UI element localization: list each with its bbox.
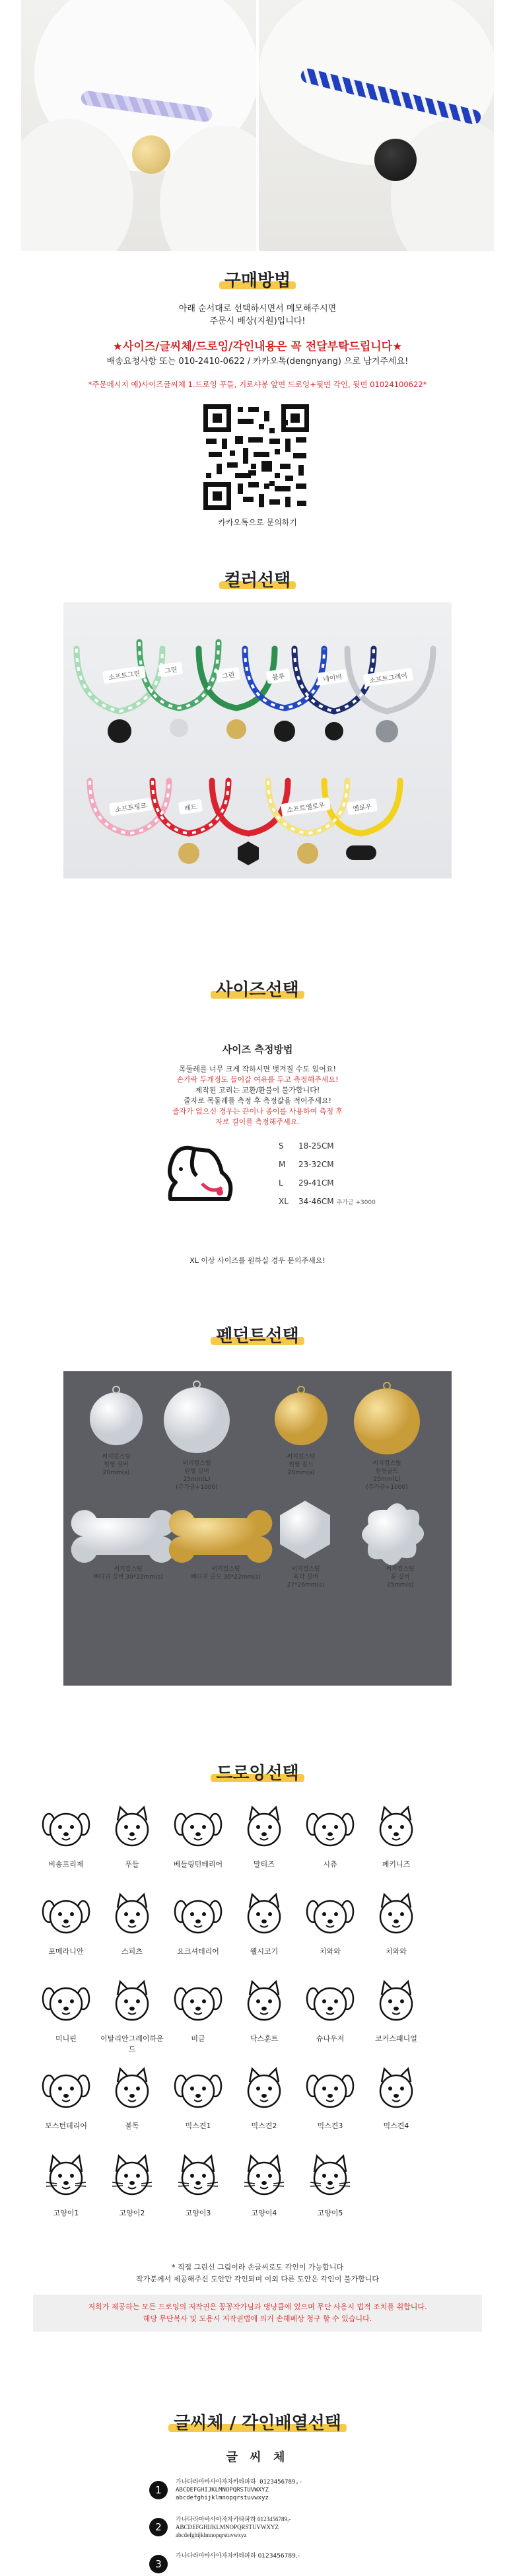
dog-drawing-icon [238, 1978, 291, 2029]
hero-photo-blue-collar [256, 0, 494, 251]
breed-label: 고양이4 [251, 2209, 277, 2217]
breed-option[interactable] [232, 1803, 296, 1882]
breed-label: 시츄 [323, 1860, 337, 1869]
section-title-how-to-order: 구매방법 [0, 267, 515, 291]
breed-label: 고양이3 [185, 2209, 211, 2217]
size-para5: 줄자가 없으신 경우는 끈이나 종이를 사용하여 측정 후 [172, 1107, 343, 1116]
breed-option[interactable] [100, 1978, 164, 2057]
breed-option[interactable] [166, 1978, 230, 2057]
breed-option[interactable] [232, 2152, 296, 2231]
breed-option[interactable] [364, 1890, 428, 1970]
breed-label: 웰시코기 [250, 1947, 279, 1956]
pendant-card-2[interactable]: 써지컬스틸 원형 골드 20mm(s) [287, 1454, 316, 1476]
dog-drawing-icon [106, 1890, 158, 1942]
breed-option[interactable] [166, 2152, 230, 2231]
size-para1: 목둘레를 너무 크게 작하시면 벗겨질 수도 있어요! [179, 1065, 336, 1073]
breed-label: 믹스견1 [185, 2122, 211, 2130]
order-highlight: ★사이즈/글씨체/드로잉/각인내용은 꼭 전달부탁드립니다★ [112, 340, 403, 353]
collar-lineup-illustration [63, 602, 452, 878]
breed-label: 미니핀 [55, 2034, 77, 2043]
collar-tag-5: 소프트그레이 [363, 668, 413, 687]
breed-option[interactable] [298, 1890, 362, 1970]
breed-label: 치와와 [320, 1947, 341, 1956]
dog-drawing-icon [172, 1890, 224, 1942]
section-title-pendant: 펜던트선택 [0, 1322, 515, 1347]
breed-option[interactable] [364, 1803, 428, 1882]
breed-option[interactable] [232, 2065, 296, 2144]
breed-label: 믹스견4 [383, 2122, 409, 2130]
qr-caption: 카카오톡으로 문의하기 [218, 518, 297, 527]
breed-label: 페키니즈 [382, 1860, 411, 1869]
collar-color-photo [63, 602, 452, 878]
dog-drawing-icon [106, 1978, 158, 2029]
breed-option[interactable] [100, 2065, 164, 2144]
pendant-card-5[interactable]: 써지컬스틸 뼈다귀 골드 30*22mm(s) [191, 1566, 261, 1581]
breed-label: 푸들 [125, 1860, 139, 1869]
breed-option[interactable] [364, 1978, 428, 2057]
dog-drawing-icon [40, 1890, 92, 1942]
breed-label: 비글 [191, 2034, 205, 2043]
collar-tag-6: 소프트핑크 [109, 798, 153, 816]
font-subtitle: 글 씨 체 [226, 2451, 289, 2464]
collar-tag-9: 옐로우 [347, 799, 378, 815]
size-row-s: S 18-25CM [279, 1141, 334, 1151]
breed-label: 고양이2 [119, 2209, 145, 2217]
warning-line2: 해당 무단복사 및 도용시 저작권법에 의거 손해배상 청구 할 수 있습니다. [143, 2314, 372, 2323]
breed-option[interactable] [100, 1803, 164, 1882]
size-row-xl: XL 34-46CM 추가금 +3000 [279, 1197, 376, 1206]
collar-tag-1: 그린 [158, 662, 184, 678]
font-sample-2-text: 가나다라마바사아자차카타파하 0123456789,- ABCDEFGHIJKLMNOPQRSTUVWXYZ abcdefghijklmnopqrstuvwxyz [176, 2516, 291, 2538]
drawing-note2: 작가분께서 제공해주신 도안만 각인되며 이외 다른 도안은 각인이 불가합니다 [135, 2275, 379, 2283]
section-title-size: 사이즈선택 [0, 976, 515, 1001]
breed-option[interactable] [166, 1890, 230, 1970]
breed-option[interactable] [34, 1890, 98, 1970]
breed-option[interactable] [100, 1890, 164, 1970]
dog-drawing-icon [238, 1803, 291, 1855]
dog-drawing-icon [304, 1978, 357, 2029]
breed-option[interactable] [298, 1803, 362, 1882]
dog-drawing-icon [370, 1978, 423, 2029]
breed-label: 말티즈 [254, 1860, 275, 1869]
pendant-card-3[interactable]: 써지컬스틸 원형골드 25mm(L) (추가금+1000) [366, 1460, 408, 1491]
cat-drawing-icon [304, 2152, 357, 2203]
cat-drawing-icon [238, 2152, 291, 2203]
dog-drawing-icon [304, 1803, 357, 1855]
dog-drawing-icon [40, 1803, 92, 1855]
font-number-3: 3 [149, 2555, 168, 2573]
pendant-photo [63, 1371, 452, 1686]
size-footer: XL 이상 사이즈를 원하실 경우 문의주세요! [189, 1256, 326, 1265]
breed-option[interactable] [166, 1803, 230, 1882]
hero-photos [21, 0, 494, 251]
dog-drawing-icon [106, 2065, 158, 2116]
size-subtitle: 사이즈 측정방법 [222, 1044, 293, 1055]
breed-label: 닥스훈트 [250, 2034, 279, 2043]
breed-label: 불독 [125, 2122, 139, 2130]
collar-tag-7: 레드 [178, 799, 203, 815]
dog-drawing-icon [106, 1803, 158, 1855]
section-title-collar-color: 컬러선택 [0, 567, 515, 591]
pendant-card-6[interactable]: 써지컬스틸 육각 실버 27*26mm(s) [287, 1566, 325, 1589]
breed-label: 믹스견3 [317, 2122, 343, 2130]
collar-tag-3: 블루 [266, 668, 291, 684]
breed-option[interactable] [34, 2065, 98, 2144]
dog-drawing-icon [172, 2065, 224, 2116]
size-para6: 자로 길이를 측정해주세요. [215, 1118, 300, 1126]
kakao-qr-code[interactable] [203, 404, 309, 510]
breed-option[interactable] [166, 2065, 230, 2144]
breed-option[interactable] [232, 1890, 296, 1970]
breed-label: 보스턴테리어 [45, 2122, 87, 2130]
size-para4: 줄자로 목둘레를 측정 후 측정값을 적어주세요! [184, 1096, 331, 1105]
dog-drawing-icon [40, 2065, 92, 2116]
cat-drawing-icon [40, 2152, 92, 2203]
breed-label: 비숑프리제 [48, 1860, 84, 1869]
dog-drawing-icon [172, 1803, 224, 1855]
breed-option[interactable] [34, 1978, 98, 2057]
dog-drawing-icon [370, 1803, 423, 1855]
breed-label: 포메라니안 [48, 1947, 84, 1956]
qr-pattern [203, 404, 309, 510]
order-contact: 배송요청사항 또는 010-2410-0622 / 카카오톡(dengnyang) 으로 남겨주세요! [106, 357, 409, 367]
pendant-shapes [63, 1371, 452, 1686]
breed-label: 코커스패니얼 [375, 2034, 417, 2043]
breed-option[interactable] [364, 2065, 428, 2144]
cat-drawing-icon [172, 2152, 224, 2203]
breed-label: 슈나우저 [316, 2034, 345, 2043]
size-row-l: L 29-41CM [279, 1178, 334, 1188]
section-title-font: 글씨체 / 각인배열선택 [0, 2410, 515, 2434]
breed-option[interactable] [298, 2065, 362, 2144]
breed-label: 고양이5 [317, 2209, 343, 2217]
breed-option[interactable] [232, 1978, 296, 2057]
breed-option[interactable] [298, 1978, 362, 2057]
dog-drawing-icon [304, 2065, 357, 2116]
collar-tag-4: 네이비 [317, 669, 348, 686]
dog-neck-measure-icon [156, 1136, 255, 1222]
order-instruction-line1: 아래 순서대로 선택하시면서 메모해주시면 [178, 304, 337, 314]
collar-tag-0: 소프트그린 [102, 666, 146, 684]
font-sample-1-text: 가나다라마바사아자차카타파하 0123456789,- ABCDEFGHIJKLMNOPQRSTUVWXYZ abcdefghijklmnopqrstuvwxyz [176, 2479, 303, 2501]
warning-line1: 저희가 제공하는 모든 드로잉의 저작권은 꽁꽁작가님과 댕냥클에 있으며 무단 사용시 법적 조치를 취합니다. [88, 2303, 427, 2311]
pendant-card-1[interactable]: 써지컬스틸 원형 실버 25mm(L) (추가금+1000) [176, 1460, 218, 1491]
breed-label: 믹스견2 [251, 2122, 277, 2130]
drawing-note1: * 직접 그린신 그림이라 손글씨로도 각인이 가능합니다 [171, 2263, 344, 2272]
size-para2: 손가락 두개정도 들어갈 여유를 두고 측정해주세요! [176, 1075, 339, 1084]
size-row-m: M 23-32CM [279, 1160, 334, 1169]
dog-drawing-icon [304, 1890, 357, 1942]
section-title-drawing: 드로잉선택 [0, 1760, 515, 1784]
breed-option[interactable] [298, 2152, 362, 2231]
breed-option[interactable] [34, 1803, 98, 1882]
breed-label: 치와와 [386, 1947, 407, 1956]
collar-tag-2: 그린 [216, 667, 241, 683]
order-instruction-line2: 주문시 배상(지원)입니다! [209, 316, 306, 326]
font-number-1: 1 [149, 2481, 168, 2499]
dog-drawing-icon [172, 1978, 224, 2029]
breed-label: 요크셔테리어 [177, 1947, 219, 1956]
order-example: *주문메시지 예)사이즈글씨체 1.드로잉 푸들, 거로샤봉 앞면 드로잉+뒷면 각인, 뒷면 01024100622* [88, 380, 427, 389]
pendant-card-4[interactable]: 써지컬스틸 뼈다귀 실버 30*22mm(s) [93, 1566, 163, 1581]
breed-option[interactable] [100, 2152, 164, 2231]
breed-label: 베들링턴테리어 [173, 1860, 223, 1869]
breed-option[interactable] [34, 2152, 98, 2231]
font-sample-3-text: 가나다라마바사아자차카타파하 0123456789,- [176, 2553, 300, 2559]
dog-drawing-icon [370, 2065, 423, 2116]
pendant-card-7[interactable]: 써지컬스틸 꽃 실버 25mm(s) [386, 1566, 415, 1589]
dog-drawing-icon [40, 1978, 92, 2029]
breed-label: 이탈리안그레이하운드 [100, 2034, 164, 2054]
copyright-warning-box [33, 2295, 482, 2332]
hero-photo-lavender-collar [21, 0, 256, 251]
size-para3: 제작된 고리는 교환/환불이 불가합니다! [195, 1086, 320, 1094]
breed-label: 스피츠 [121, 1947, 143, 1956]
breed-label: 고양이1 [53, 2209, 79, 2217]
cat-drawing-icon [106, 2152, 158, 2203]
dog-drawing-icon [370, 1890, 423, 1942]
font-number-2: 2 [149, 2518, 168, 2536]
pendant-card-0[interactable]: 써지컬스틸 원형 실버 20mm(s) [102, 1454, 131, 1476]
dog-drawing-icon [238, 2065, 291, 2116]
dog-drawing-icon [238, 1890, 291, 1942]
collar-tag-8: 소프트옐로우 [281, 797, 331, 816]
